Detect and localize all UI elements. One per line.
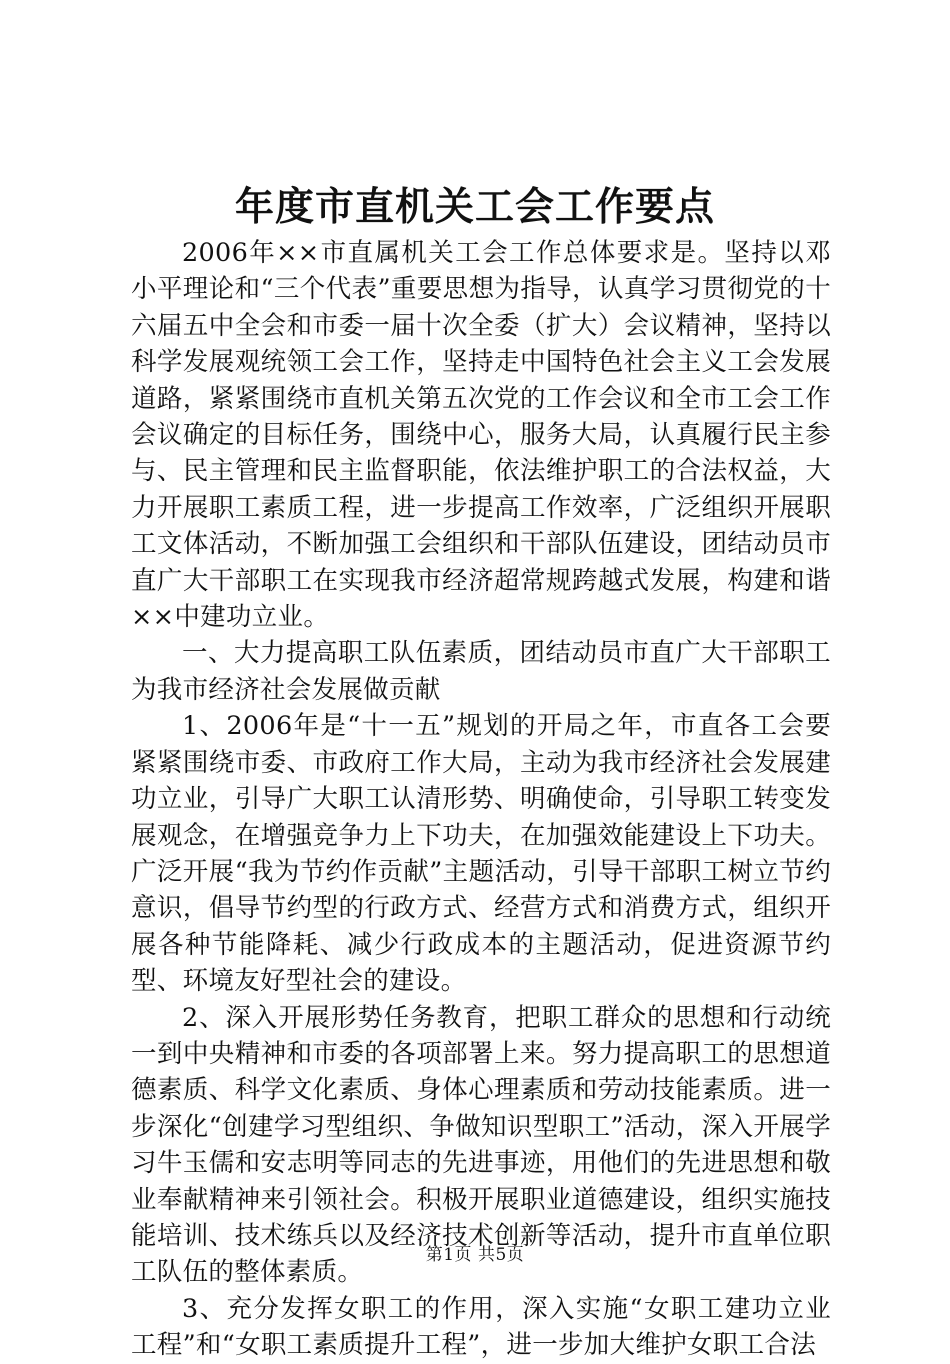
paragraph-section-heading: 一、大力提高职工队伍素质，团结动员市直广大干部职工为我市经济社会发展做贡献 [131, 638, 831, 705]
document-title: 年度市直机关工会工作要点 [234, 184, 715, 230]
document-body [131, 235, 831, 1364]
paragraph-item-3: 3、充分发挥女职工的作用，深入实施“女职工建功立业工程”和“女职工素质提升工程”，进一步加大维护女职工合法 [131, 1293, 831, 1361]
paragraph-item-1: 1、2006年是“十一五”规划的开局之年，市直各工会要紧紧围绕市委、市政府工作大局，主动为我市经济社会发展建功立业，引导广大职工认清形势、明确使命，引导职工转变发展观念，在增强竞争力上下功夫，在加强效能建设上下功夫。广泛开展“我为节约作贡献”主题活动，引导干部职工树立节约意识，倡导节约型的行政方式、经营方式和消费方式，组织开展各种节能降耗、减少行政成本的主题活动，促进资源节约型、环境友好型社会的建设。 [131, 711, 831, 997]
page-number-footer: 第1页 共5页 [425, 1245, 525, 1265]
paragraph-item-2: 2、深入开展形势任务教育，把职工群众的思想和行动统一到中央精神和市委的各项部署上来。努力提高职工的思想道德素质、科学文化素质、身体心理素质和劳动技能素质。进一步深化“创建学习型组织、争做知识型职工”活动，深入开展学习牛玉儒和安志明等同志的先进事迹，用他们的先进思想和敬业奉献精神来引领社会。积极开展职业道德建设，组织实施技能培训、技术练兵以及经济技术创新等活动，提升市直单位职工队伍的整体素质。 [131, 1002, 831, 1288]
paragraph-intro: 2006年××市直属机关工会工作总体要求是。坚持以邓小平理论和“三个代表”重要思想为指导，认真学习贯彻党的十六届五中全会和市委一届十次全委（扩大）会议精神，坚持以科学发展观统领工会工作，坚持走中国特色社会主义工会发展道路，紧紧围绕市直机关第五次党的工作会议和全市工会工作会议确定的目标任务，围绕中心，服务大局，认真履行民主参与、民主管理和民主监督职能，依法维护职工的合法权益，大力开展职工素质工程，进一步提高工作效率，广泛组织开展职工文体活动，不断加强工会组织和干部队伍建设，团结动员市直广大干部职工在实现我市经济超常规跨越式发展，构建和谐××中建功立业。 [131, 238, 831, 633]
